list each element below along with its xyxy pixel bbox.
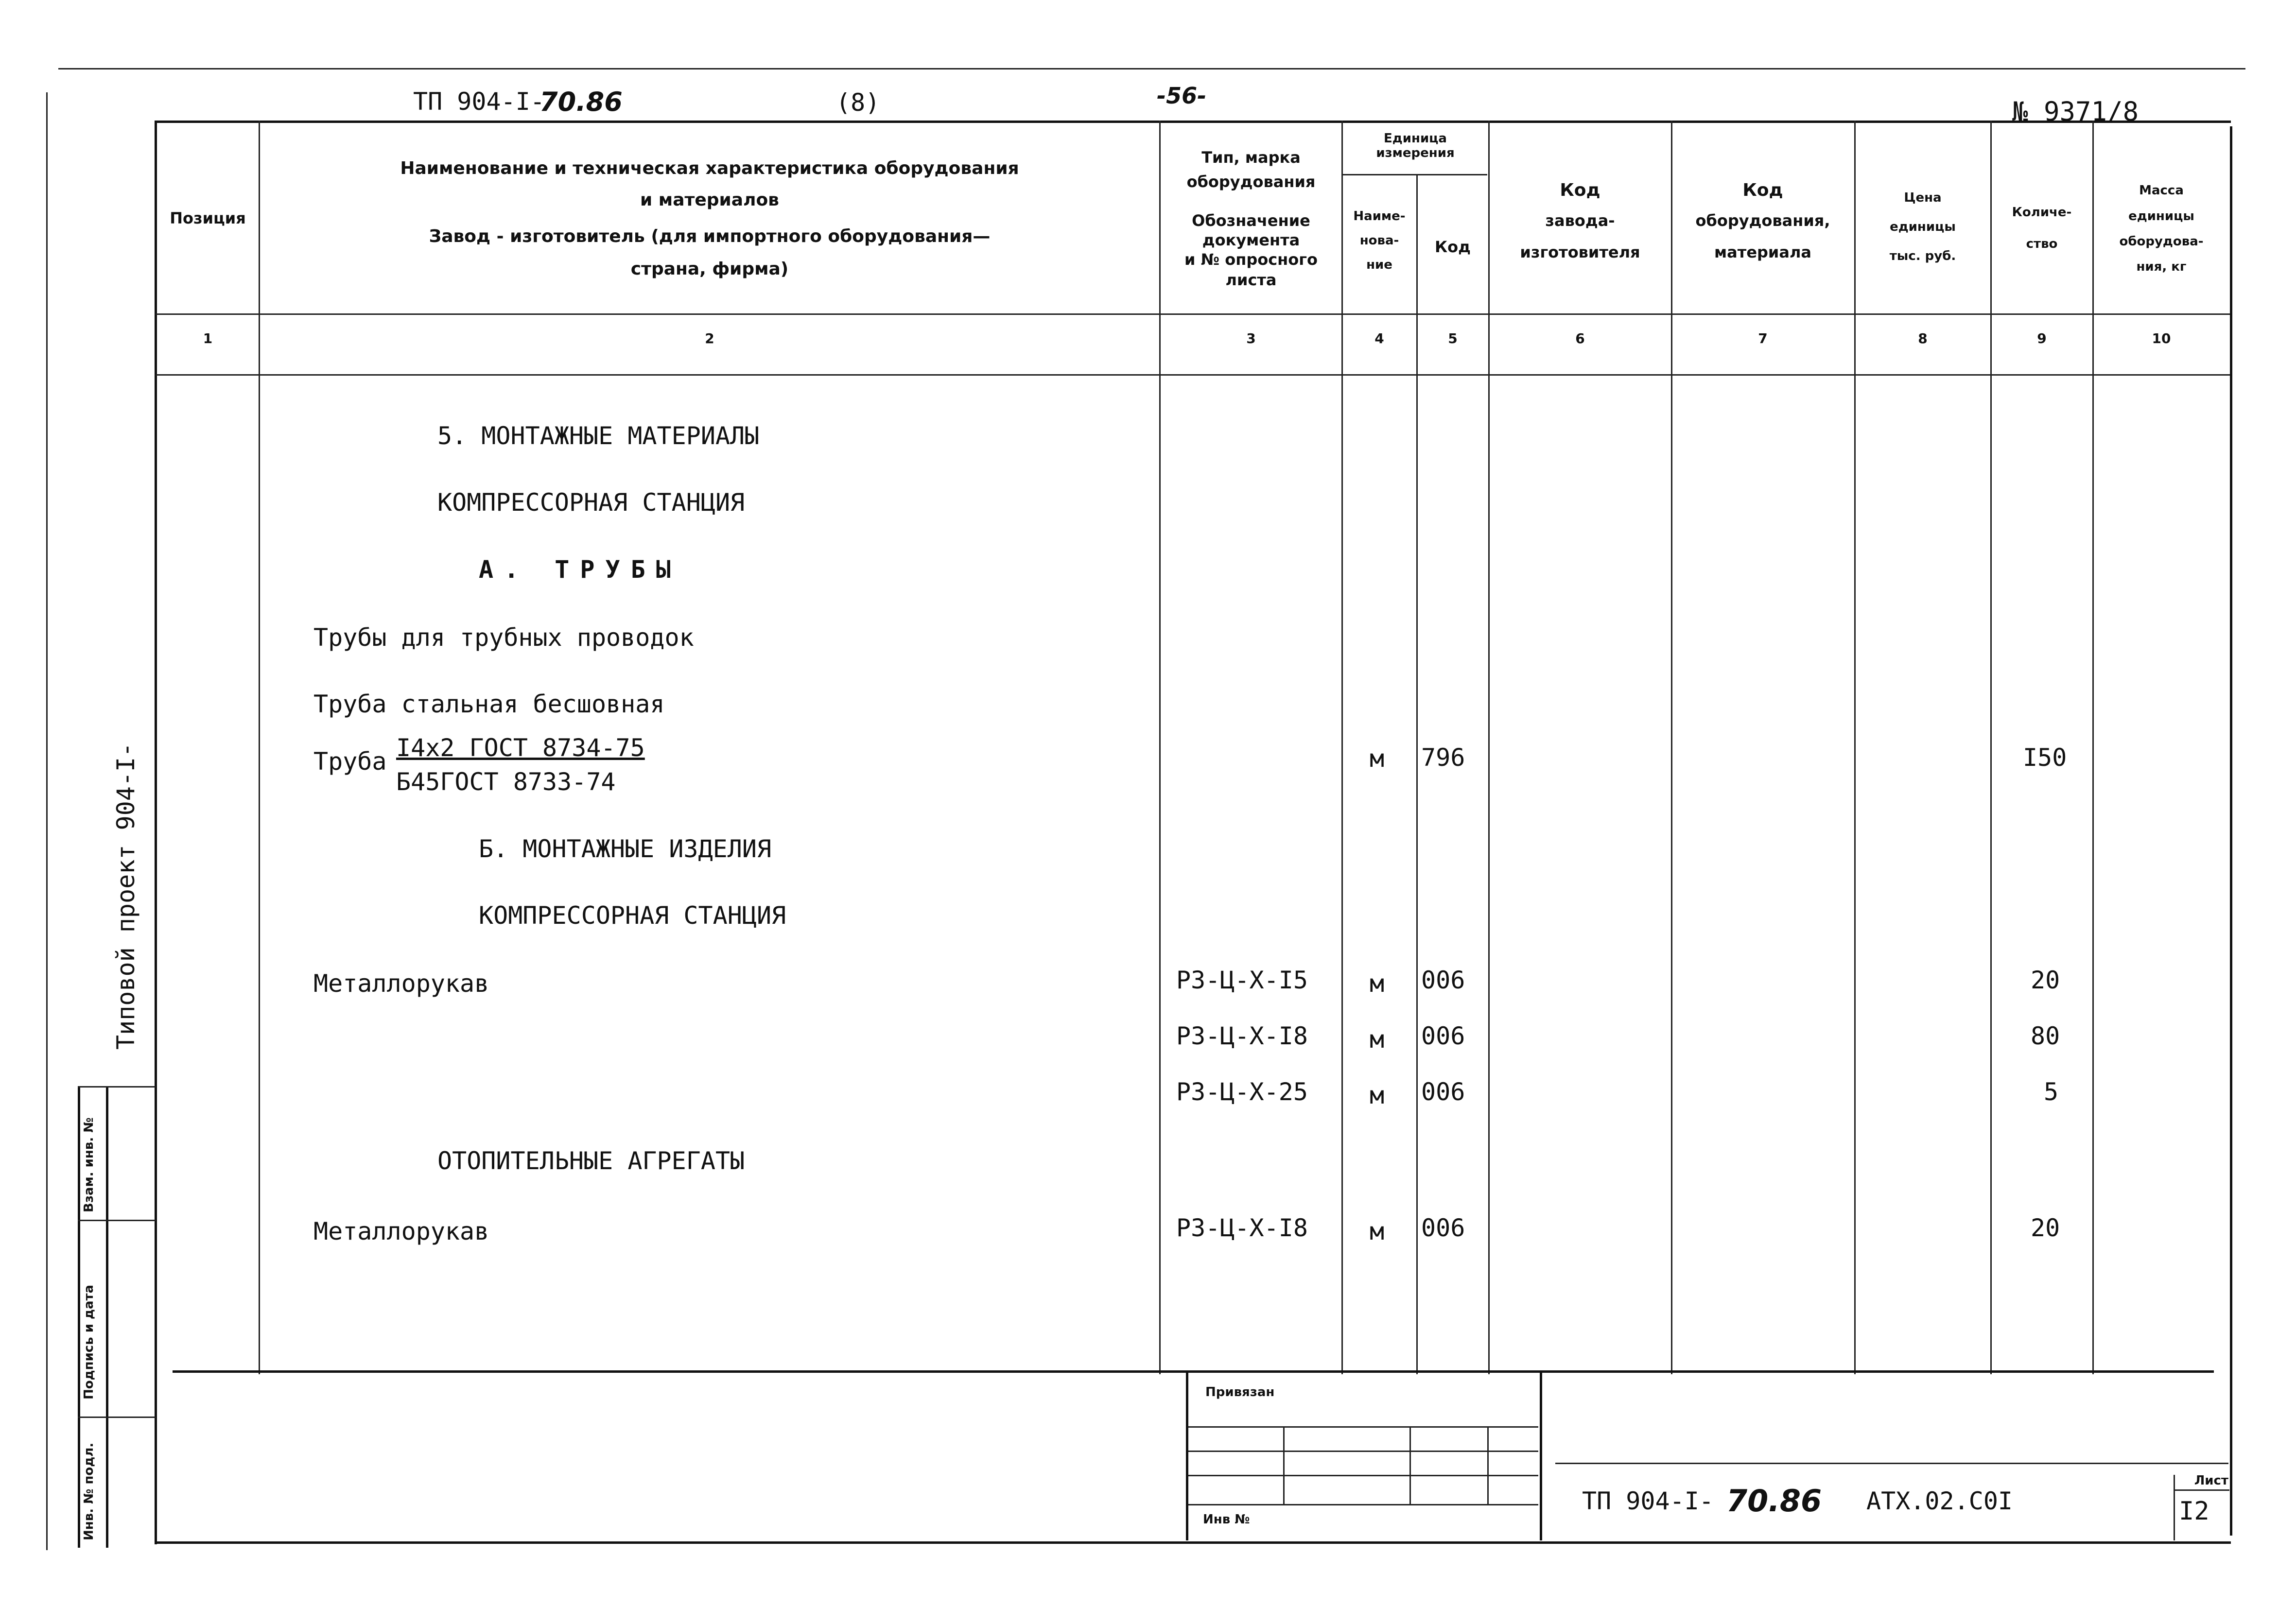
colnum-7: 7 bbox=[1758, 330, 1768, 346]
header-divider bbox=[156, 313, 2230, 315]
colnum-2: 2 bbox=[705, 330, 714, 346]
hdr-equipcode-l1: Код bbox=[1742, 180, 1783, 200]
hose2-code: 006 bbox=[1421, 1022, 1465, 1050]
side-stamp-left bbox=[78, 1086, 80, 1548]
hose3-code: 006 bbox=[1421, 1078, 1465, 1106]
side-stamp-mid bbox=[106, 1086, 108, 1548]
left-margin-rule bbox=[46, 92, 48, 1550]
colnum-10: 10 bbox=[2152, 330, 2171, 346]
title-sheet-label: Лист bbox=[2194, 1473, 2228, 1488]
hdr-price-l3: тыс. руб. bbox=[1889, 249, 1956, 263]
hdr-position: Позиция bbox=[170, 209, 246, 227]
col-sep-1 bbox=[259, 121, 260, 1374]
colnum-5: 5 bbox=[1448, 330, 1458, 346]
section-5-title: 5. МОНТАЖНЫЕ МАТЕРИАЛЫ bbox=[437, 422, 760, 450]
stamp-grid-h3 bbox=[1188, 1475, 1538, 1476]
hdr-qty-l2: ство bbox=[2026, 237, 2058, 251]
hose4-type: РЗ-Ц-Х-I8 bbox=[1176, 1214, 1308, 1242]
stamp-inv-no: Инв № bbox=[1203, 1512, 1250, 1527]
hdr-unit-l1: Единица bbox=[1384, 131, 1447, 146]
hdr-type-l1: Тип, марка bbox=[1201, 148, 1301, 167]
hdr-unitcode: Код bbox=[1435, 238, 1471, 256]
col-sep-8 bbox=[1990, 121, 1992, 1374]
col-sep-7 bbox=[1854, 121, 1856, 1374]
stamp-right bbox=[1540, 1370, 1542, 1540]
side-inv-podl: Инв. № подл. bbox=[82, 1442, 96, 1540]
hose3-unit: м bbox=[1370, 1081, 1385, 1109]
section-a-pipes: А. ТРУБЫ bbox=[479, 555, 681, 584]
hdr-qty-l1: Количе- bbox=[2012, 205, 2072, 220]
hdr-unitname-l2: нова- bbox=[1359, 233, 1399, 248]
hdr-price-l2: единицы bbox=[1890, 220, 1956, 234]
text-seamless-pipe: Труба стальная бесшовная bbox=[313, 690, 665, 718]
col-sep-2 bbox=[1159, 121, 1161, 1374]
stamp-grid-v3 bbox=[1487, 1426, 1489, 1504]
hdr-unit-l2: измерения bbox=[1376, 146, 1455, 160]
unit-group-divider bbox=[1341, 174, 1487, 175]
hdr-mass-l3: оборудова- bbox=[2119, 234, 2204, 249]
stamp-grid-v2 bbox=[1409, 1426, 1411, 1504]
colnum-3: 3 bbox=[1246, 330, 1256, 346]
side-stamp-h1 bbox=[78, 1086, 156, 1088]
hdr-type-l4: документа bbox=[1202, 231, 1300, 249]
title-row-top bbox=[1555, 1463, 2228, 1464]
side-stamp-h3 bbox=[78, 1417, 156, 1418]
hose4-unit: м bbox=[1370, 1217, 1385, 1245]
table-bottom-border bbox=[156, 1541, 2231, 1544]
title-code-suffix: АТХ.02.С0I bbox=[1866, 1487, 2013, 1515]
colnum-8: 8 bbox=[1918, 330, 1928, 346]
hose2-qty: 80 bbox=[2031, 1022, 2060, 1050]
colnum-1: 1 bbox=[203, 330, 213, 346]
album-number: № 9371/8 bbox=[2012, 96, 2139, 127]
col-sep-6 bbox=[1671, 121, 1672, 1374]
table-top-border bbox=[156, 121, 2231, 123]
side-project-label: Типовой проект 904-I- bbox=[112, 742, 140, 1050]
hdr-factory-l3: изготовителя bbox=[1520, 243, 1640, 261]
hose1-type: РЗ-Ц-Х-I5 bbox=[1176, 966, 1308, 994]
side-vzam-inv: Взам. инв. № bbox=[82, 1117, 96, 1212]
table-right-border bbox=[2230, 126, 2232, 1536]
hose2-type: РЗ-Ц-Х-I8 bbox=[1176, 1022, 1308, 1050]
stamp-grid-h4 bbox=[1188, 1504, 1538, 1505]
hdr-mass-l2: единицы bbox=[2128, 209, 2194, 224]
col-sep-4 bbox=[1416, 174, 1418, 1374]
stamp-left bbox=[1186, 1370, 1188, 1540]
title-sheet-divider bbox=[2174, 1489, 2229, 1491]
col-sep-3 bbox=[1341, 121, 1343, 1374]
hdr-factory-l1: Код bbox=[1560, 180, 1600, 200]
hdr-equipcode-l3: материала bbox=[1714, 243, 1811, 261]
stamp-grid-v1 bbox=[1283, 1426, 1285, 1504]
table-body-bottom bbox=[173, 1370, 2214, 1373]
stamp-grid-h1 bbox=[1188, 1426, 1538, 1428]
section-compressor-2: КОМПРЕССОРНАЯ СТАНЦИЯ bbox=[479, 901, 786, 930]
series-prefix: ТП 904-I- bbox=[413, 87, 545, 116]
section-compressor-1: КОМПРЕССОРНАЯ СТАНЦИЯ bbox=[437, 488, 745, 517]
hose4-qty: 20 bbox=[2031, 1214, 2060, 1242]
colnum-6: 6 bbox=[1575, 330, 1585, 346]
hdr-equipcode-l2: оборудования, bbox=[1695, 211, 1830, 230]
pipe-spec-numerator: I4x2 ГОСТ 8734-75 bbox=[396, 734, 645, 762]
hdr-mass-l1: Масса bbox=[2139, 183, 2184, 198]
section-b-mounting: Б. МОНТАЖНЫЕ ИЗДЕЛИЯ bbox=[479, 835, 772, 863]
section-heating-units: ОТОПИТЕЛЬНЫЕ АГРЕГАТЫ bbox=[437, 1147, 745, 1175]
hose3-type: РЗ-Ц-Х-25 bbox=[1176, 1078, 1308, 1106]
hose4-name: Металлорукав bbox=[313, 1217, 489, 1245]
sheet-ref: (8) bbox=[836, 88, 880, 117]
hdr-name-l3: Завод - изготовитель (для импортного оборудования— bbox=[429, 226, 991, 246]
hose1-qty: 20 bbox=[2031, 966, 2060, 994]
stamp-grid-h2 bbox=[1188, 1451, 1538, 1452]
colnum-4: 4 bbox=[1374, 330, 1384, 346]
stamp-privyazan: Привязан bbox=[1205, 1385, 1275, 1400]
text-pipes-for-lines: Трубы для трубных проводок bbox=[313, 623, 694, 652]
frame-top-rule bbox=[58, 68, 2245, 69]
hose4-code: 006 bbox=[1421, 1214, 1465, 1242]
hose1-code: 006 bbox=[1421, 966, 1465, 994]
series-handwritten: 70.86 bbox=[539, 86, 623, 117]
hdr-type-l3: Обозначение bbox=[1192, 211, 1310, 230]
hdr-unitname-l1: Наиме- bbox=[1353, 209, 1406, 224]
side-stamp-h2 bbox=[78, 1220, 156, 1221]
hdr-mass-l4: ния, кг bbox=[2136, 259, 2187, 274]
hdr-name-l4: страна, фирма) bbox=[630, 259, 789, 279]
hdr-type-l5: и № опросного bbox=[1184, 250, 1318, 269]
pipe-prefix: Труба bbox=[313, 747, 387, 776]
hdr-factory-l2: завода- bbox=[1545, 211, 1615, 230]
colnum-9: 9 bbox=[2037, 330, 2047, 346]
hose1-name: Металлорукав bbox=[313, 969, 489, 998]
hdr-type-l6: листа bbox=[1225, 271, 1277, 289]
hdr-name-l2: и материалов bbox=[640, 190, 779, 210]
side-sign-date: Подпись и дата bbox=[82, 1284, 96, 1400]
hose3-qty: 5 bbox=[2044, 1078, 2059, 1106]
hose1-unit: м bbox=[1370, 969, 1385, 998]
col-sep-5 bbox=[1488, 121, 1490, 1374]
hose2-unit: м bbox=[1370, 1025, 1385, 1054]
hdr-name-l1: Наименование и техническая характеристика оборудования bbox=[400, 158, 1019, 178]
page-number: -56- bbox=[1157, 83, 1207, 109]
hdr-price-l1: Цена bbox=[1904, 190, 1942, 205]
colnum-divider bbox=[156, 374, 2230, 376]
col-sep-9 bbox=[2092, 121, 2094, 1374]
title-code-hand: 70.86 bbox=[1726, 1483, 1822, 1519]
title-sheet-number: I2 bbox=[2179, 1497, 2209, 1526]
pipe-spec-denominator: Б45ГОСТ 8733-74 bbox=[396, 768, 616, 796]
pipe-unit-code: 796 bbox=[1421, 743, 1465, 772]
pipe-unit: м bbox=[1370, 744, 1385, 773]
hdr-type-l2: оборудования bbox=[1186, 173, 1316, 191]
title-code-prefix: ТП 904-I- bbox=[1582, 1487, 1714, 1515]
table-left-border bbox=[155, 121, 157, 1544]
pipe-qty: I50 bbox=[2023, 743, 2067, 772]
hdr-unitname-l3: ние bbox=[1366, 258, 1392, 272]
